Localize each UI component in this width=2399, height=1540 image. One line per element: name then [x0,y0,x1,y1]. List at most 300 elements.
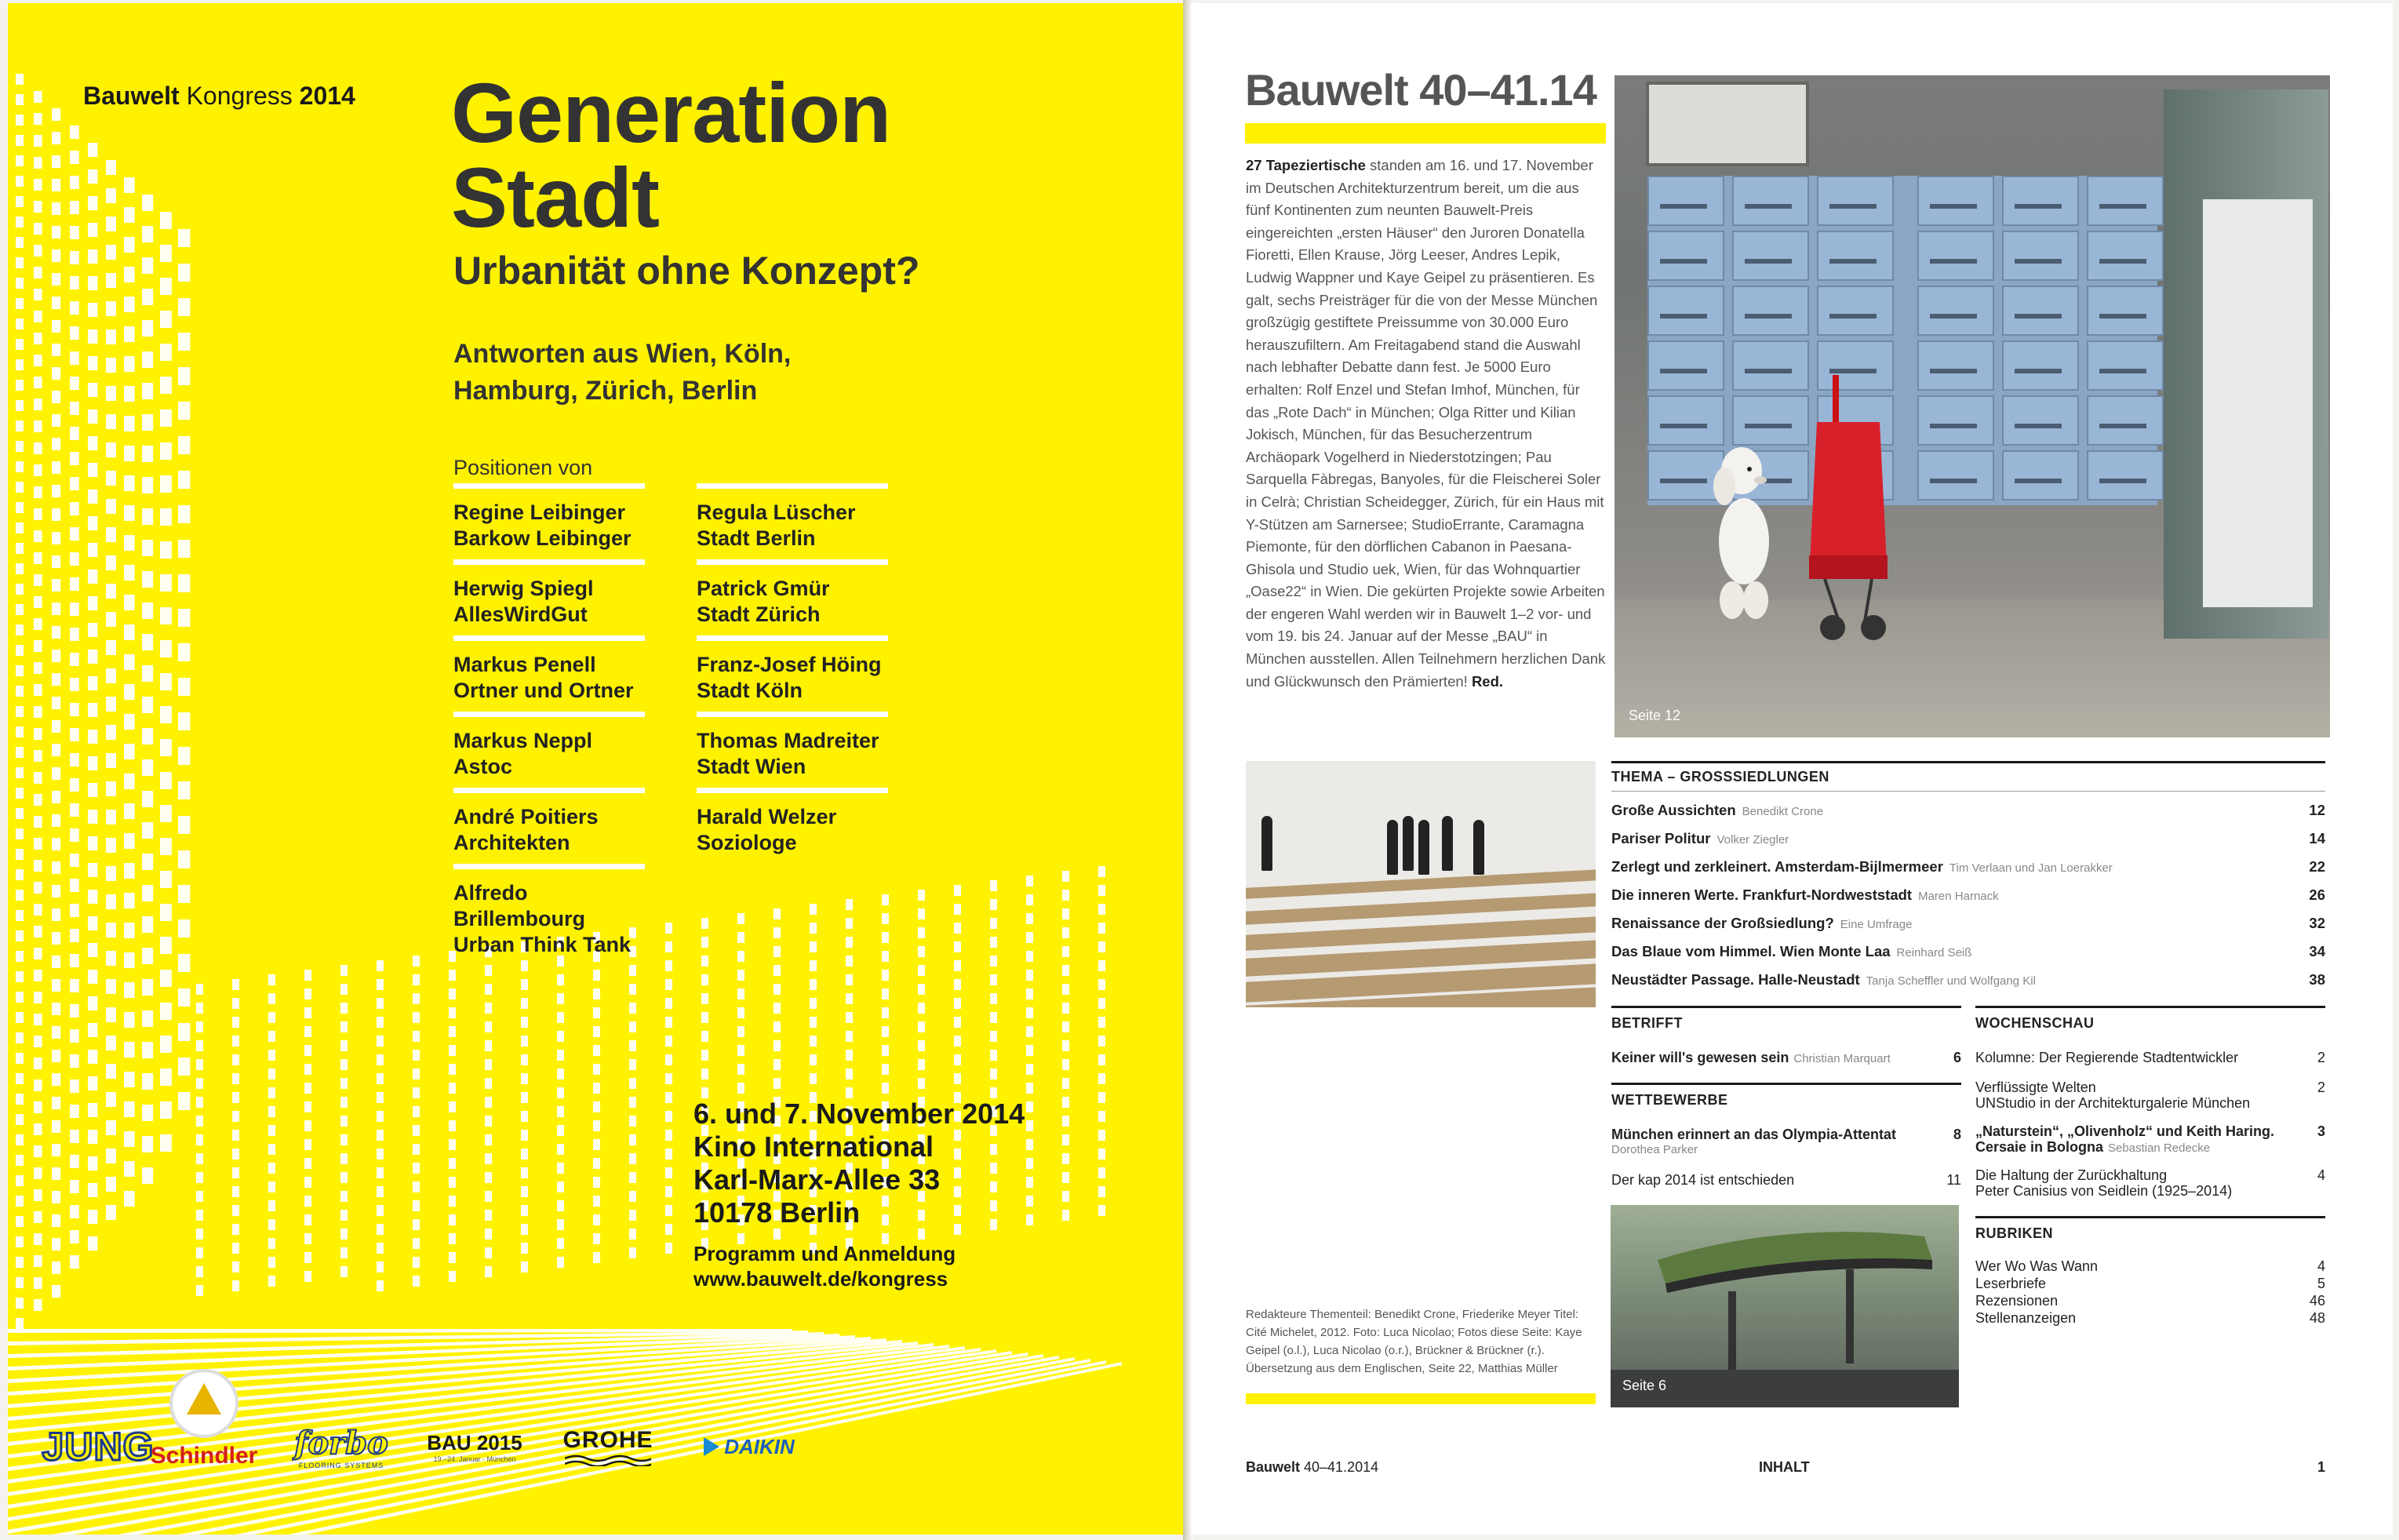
thema-item[interactable] [1611,887,2325,904]
pattern-dash [88,1050,97,1064]
pattern-dash [557,1012,564,1023]
pattern-dash [557,1219,564,1230]
pattern-dash [413,1257,420,1268]
pattern-dash [413,1031,420,1042]
pattern-dash [340,1172,348,1183]
pattern-dash [521,1036,528,1047]
pattern-dash [882,932,889,943]
pattern-dash [88,516,97,530]
woch3-line-1: „Naturstein“, „Olivenholz“ und Keith Haring. [1975,1123,2275,1139]
speaker-org: Stadt Berlin [697,526,816,550]
pattern-dash [340,1021,348,1032]
pattern-dash [16,1094,24,1105]
pattern-dash [268,1106,275,1117]
pattern-dash [106,894,116,909]
pattern-dash [340,1078,348,1089]
pattern-dash [521,1073,528,1084]
pattern-dash [88,303,97,317]
pattern-dash [340,1210,348,1221]
pattern-dash [196,1116,203,1127]
pattern-dash [52,650,60,662]
pattern-dash [88,249,97,264]
rubriken-item[interactable] [1975,1258,2325,1274]
answers-line-2: Hamburg, Zürich, Berlin [453,376,758,406]
pattern-dash [665,1036,672,1047]
betrifft-author: Christian Marquart [1793,1052,1891,1065]
pattern-dash [52,273,60,286]
pattern-dash [593,1007,600,1018]
rubriken-item[interactable] [1975,1293,2325,1309]
pattern-dash [34,311,42,322]
pattern-dash [142,665,153,682]
pattern-dash [1062,1116,1069,1127]
pattern-dash [737,1026,744,1037]
pattern-dash [34,860,42,872]
pattern-dash [70,728,79,741]
pattern-dash [629,1097,636,1108]
pattern-dash [990,880,997,891]
pattern-dash [142,540,153,556]
pattern-dash [124,952,135,968]
pattern-dash [124,1042,135,1058]
pattern-dash [106,414,116,429]
pattern-dash [70,1255,79,1269]
pattern-dash [1026,1007,1033,1018]
pattern-dash [34,333,42,344]
pattern-dash [70,954,79,967]
pattern-dash [629,1021,636,1032]
pattern-dash [1026,1139,1033,1150]
pattern-dash [232,1205,239,1216]
thema-item[interactable] [1611,858,2325,876]
pattern-dash [413,1069,420,1079]
pattern-dash [377,1092,384,1103]
pattern-dash [160,278,172,295]
pattern-dash [521,998,528,1009]
title-line-1: Generation [451,65,891,160]
pattern-dash [268,1144,275,1155]
pattern-dash [70,276,79,289]
pattern-dash [106,951,116,966]
pattern-dash [701,993,708,1004]
woch3-line-2: Cersaie in Bologna [1975,1139,2104,1155]
pattern-dash [52,1285,60,1298]
pattern-dash [70,427,79,440]
poodle-figure [1701,439,1787,628]
wett2-title: Der kap 2014 ist entschieden [1611,1172,1795,1188]
mailbox [1732,395,1809,446]
pattern-dash [232,1186,239,1197]
woch2-page: 2 [2317,1079,2325,1095]
pattern-dash [88,996,97,1010]
pattern-dash [16,665,24,676]
pattern-dash [142,257,153,274]
pattern-dash [52,344,60,356]
pattern-dash [629,1078,636,1089]
brand-year: 2014 [292,82,355,110]
pattern-dash [52,1026,60,1039]
pattern-dash [52,979,60,992]
pattern-dash [34,596,42,608]
pattern-dash [1026,1196,1033,1207]
pattern-dash [1062,871,1069,882]
pattern-dash [160,508,172,526]
pattern-dash [106,640,116,655]
pattern-dash [34,157,42,169]
pattern-dash [34,464,42,476]
thema-title: Große Aussichten [1611,802,1736,818]
rubriken-page: 46 [2309,1293,2325,1309]
pattern-dash [557,1069,564,1079]
mailbox [2002,340,2079,391]
pattern-dash [88,810,97,824]
pattern-dash [16,257,24,268]
pattern-dash [268,993,275,1004]
wettbewerbe-item-1[interactable] [1611,1127,1961,1158]
pattern-dash [232,1243,239,1254]
pattern-dash [377,998,384,1009]
pattern-dash [196,1153,203,1164]
mailbox [1647,395,1724,446]
pattern-dash [1098,941,1105,952]
pattern-dash [106,1092,116,1107]
pattern-dash [557,1125,564,1136]
thema-item[interactable] [1611,971,2325,988]
pattern-dash [1026,1064,1033,1075]
pattern-dash [774,1040,781,1051]
pattern-dash [16,706,24,717]
pattern-dash [377,1130,384,1141]
pattern-dash [70,1180,79,1193]
pattern-dash [304,1214,311,1225]
pattern-dash [665,1017,672,1028]
pattern-dash [52,838,60,850]
pattern-dash [593,1026,600,1037]
pattern-dash [160,1101,172,1119]
thema-item[interactable] [1611,830,2325,847]
pattern-dash [106,245,116,260]
mailbox [1917,176,1994,226]
pattern-dash [106,781,116,796]
pattern-dash [413,1125,420,1136]
pattern-dash [178,712,190,730]
pattern-dash [304,1233,311,1244]
thema-item[interactable] [1611,943,2325,960]
thema-author: Tim Verlaan und Jan Loerakker [1949,861,2113,875]
pattern-dash [88,1156,97,1170]
pattern-dash [124,505,135,521]
pattern-dash [232,1054,239,1065]
pattern-dash [16,441,24,452]
pattern-dash [1062,908,1069,919]
pattern-dash [160,838,172,855]
pattern-dash [665,1224,672,1235]
pattern-dash [449,1101,456,1112]
pattern-dash [304,1271,311,1282]
pattern-dash [160,1069,172,1086]
pattern-dash [1062,927,1069,938]
pattern-dash [52,1167,60,1180]
pattern-dash [124,1131,135,1147]
pattern-dash [232,1017,239,1028]
pattern-dash [70,176,79,189]
rubriken-item[interactable] [1975,1310,2325,1326]
pattern-dash [449,1045,456,1056]
pattern-dash [1026,894,1033,905]
thema-item[interactable] [1611,915,2325,932]
wettbewerbe-item-2[interactable] [1611,1172,1961,1188]
thema-author: Tanja Scheffler und Wolfgang Kil [1866,974,2036,988]
pattern-dash [52,956,60,968]
pattern-dash [70,552,79,566]
pattern-dash [70,351,79,365]
mailbox [2002,395,2079,446]
speaker-col1-2 [453,635,645,704]
event-venue: Kino International [693,1130,934,1163]
title-yellow-bar [1245,123,1606,144]
pattern-dash [34,179,42,191]
pattern-dash [304,1007,311,1018]
pattern-dash [160,1003,172,1020]
pattern-dash [34,289,42,300]
pattern-dash [593,1214,600,1225]
pattern-dash [954,960,961,971]
pattern-dash [88,570,97,584]
pattern-dash [1026,1214,1033,1225]
wochenschau-item-1[interactable] [1975,1050,2325,1065]
thema-rule [1611,761,2325,763]
mailbox [1917,450,1994,501]
magazine-title: Bauwelt 40–41.14 [1245,65,1596,115]
pattern-dash [810,1036,817,1047]
pattern-dash [846,1069,853,1079]
pattern-dash [142,1042,153,1058]
pattern-dash [106,1149,116,1163]
mailbox [1917,286,1994,336]
pattern-dash [52,508,60,521]
pattern-dash [34,355,42,366]
wochenschau-item-2[interactable] [1975,1079,2325,1111]
exhibition-visitor [1473,820,1484,875]
pattern-dash [178,609,190,627]
pattern-dash [160,410,172,427]
pattern-dash [377,1111,384,1122]
pattern-dash [593,1252,600,1263]
pattern-dash [34,1145,42,1157]
pattern-dash [521,1111,528,1122]
pattern-dash [70,653,79,666]
grohe-wave-icon [565,1454,651,1466]
thema-item[interactable] [1611,802,2325,819]
pattern-dash [701,1012,708,1023]
pattern-dash [178,954,190,972]
pattern-dash [34,838,42,850]
pattern-dash [232,1261,239,1272]
pattern-dash [142,759,153,776]
left-page-advert [8,3,1185,1535]
pattern-dash [88,436,97,450]
exhibition-photo [1246,761,1596,1007]
mailbox [1917,395,1994,446]
pattern-dash [557,1087,564,1098]
pattern-dash [70,201,79,214]
pattern-dash [16,482,24,493]
pattern-dash [142,571,153,588]
pattern-dash [52,885,60,897]
pattern-dash [16,339,24,350]
pattern-dash [88,329,97,344]
pattern-dash [178,1058,190,1076]
pattern-dash [701,1069,708,1079]
pattern-dash [1062,890,1069,901]
pattern-dash [665,1243,672,1254]
pattern-dash [557,1257,564,1268]
pattern-dash [413,1050,420,1061]
pattern-dash [665,1130,672,1141]
program-url[interactable]: www.bauwelt.de/kongress [693,1267,948,1291]
pattern-dash [124,475,135,491]
woch4-line-2: Peter Canisius von Seidlein (1925–2014) [1975,1183,2233,1199]
pattern-dash [1098,1167,1105,1178]
pattern-dash [196,1040,203,1051]
pattern-dash [485,984,492,995]
thema-title: Zerlegt und zerkleinert. Amsterdam-Bijlmermeer [1611,858,1943,875]
footer-issue [1246,1459,1378,1476]
pattern-dash [413,1200,420,1211]
pattern-dash [34,1036,42,1047]
pattern-dash [88,383,97,397]
pattern-dash [34,201,42,213]
mailbox [1647,176,1724,226]
wochenschau-item-4[interactable] [1975,1167,2325,1199]
pattern-dash [737,951,744,962]
pattern-dash [1098,1205,1105,1216]
pattern-dash [70,1054,79,1068]
pattern-dash [124,1012,135,1028]
betrifft-item[interactable] [1611,1050,1961,1067]
pattern-dash [34,640,42,652]
pattern-dash [34,420,42,432]
speaker-name: Markus Penell [453,653,596,676]
pattern-dash [160,871,172,888]
pattern-dash [88,676,97,690]
pattern-dash [34,486,42,498]
pattern-dash [629,1003,636,1014]
pattern-dash [70,226,79,239]
pattern-dash [810,998,817,1009]
pattern-dash [593,1101,600,1112]
pattern-dash [142,697,153,713]
pattern-dash [34,113,42,125]
mailbox [2002,176,2079,226]
pattern-dash [701,1087,708,1098]
pattern-dash [990,1069,997,1079]
pattern-dash [16,1155,24,1166]
pattern-dash [106,612,116,627]
pattern-dash [1026,1083,1033,1094]
pattern-dash [106,1177,116,1192]
pattern-dash [106,979,116,994]
pattern-dash [70,1130,79,1143]
pattern-dash [737,1064,744,1075]
woch2-line-2: UNStudio in der Architekturgalerie München [1975,1095,2251,1111]
pattern-dash [1026,1101,1033,1112]
pattern-dash [449,1083,456,1094]
pattern-dash [106,358,116,373]
pattern-dash [1026,1158,1033,1169]
pattern-dash [1062,1059,1069,1070]
pattern-dash [196,1078,203,1089]
pattern-dash [1098,1130,1105,1141]
pattern-dash [1062,1153,1069,1164]
mailbox [1647,231,1724,281]
woch3-page: 3 [2317,1123,2325,1139]
wochenschau-item-3[interactable] [1975,1123,2325,1156]
pattern-dash [178,643,190,661]
congress-brand [83,82,355,111]
pattern-dash [34,970,42,981]
speaker-col2-0 [697,483,888,552]
pattern-dash [737,1007,744,1018]
pattern-dash [377,1280,384,1291]
pattern-dash [810,941,817,952]
pattern-dash [413,1144,420,1155]
speaker-org: Barkow Leibinger [453,526,632,550]
pattern-dash [882,913,889,924]
footer-section: INHALT [1759,1459,1810,1475]
pattern-dash [1026,970,1033,981]
pattern-dash [1062,1191,1069,1202]
thema-author: Volker Ziegler [1716,833,1789,846]
pattern-dash [142,508,153,525]
pattern-dash [1098,1054,1105,1065]
pattern-dash [232,1073,239,1084]
pattern-dash [16,1012,24,1023]
pattern-dash [70,879,79,892]
pattern-dash [665,1092,672,1103]
pattern-dash [810,923,817,934]
pattern-dash [52,532,60,544]
pattern-dash [16,1114,24,1125]
pattern-dash [124,684,135,700]
pattern-dash [70,1029,79,1043]
pattern-dash [485,1229,492,1240]
pattern-dash [449,1139,456,1150]
pattern-dash [70,1004,79,1018]
pattern-dash [16,278,24,289]
pattern-dash [178,471,190,489]
pattern-dash [70,1230,79,1243]
pattern-dash [665,979,672,990]
pattern-dash [52,603,60,615]
pattern-dash [340,1097,348,1108]
pattern-dash [954,998,961,1009]
pattern-dash [34,1014,42,1025]
pattern-dash [485,1078,492,1089]
pattern-dash [304,1139,311,1150]
pattern-dash [846,974,853,985]
rubriken-item[interactable] [1975,1276,2325,1291]
pattern-dash [88,730,97,744]
pattern-dash [918,1229,925,1240]
daikin-logo: DAIKIN [683,1415,816,1478]
pattern-dash [70,151,79,164]
pattern-dash [629,1134,636,1145]
thema-page: 34 [2309,943,2325,959]
pattern-dash [377,1149,384,1160]
wochenschau-rule [1975,1006,2325,1008]
pattern-dash [124,1072,135,1087]
